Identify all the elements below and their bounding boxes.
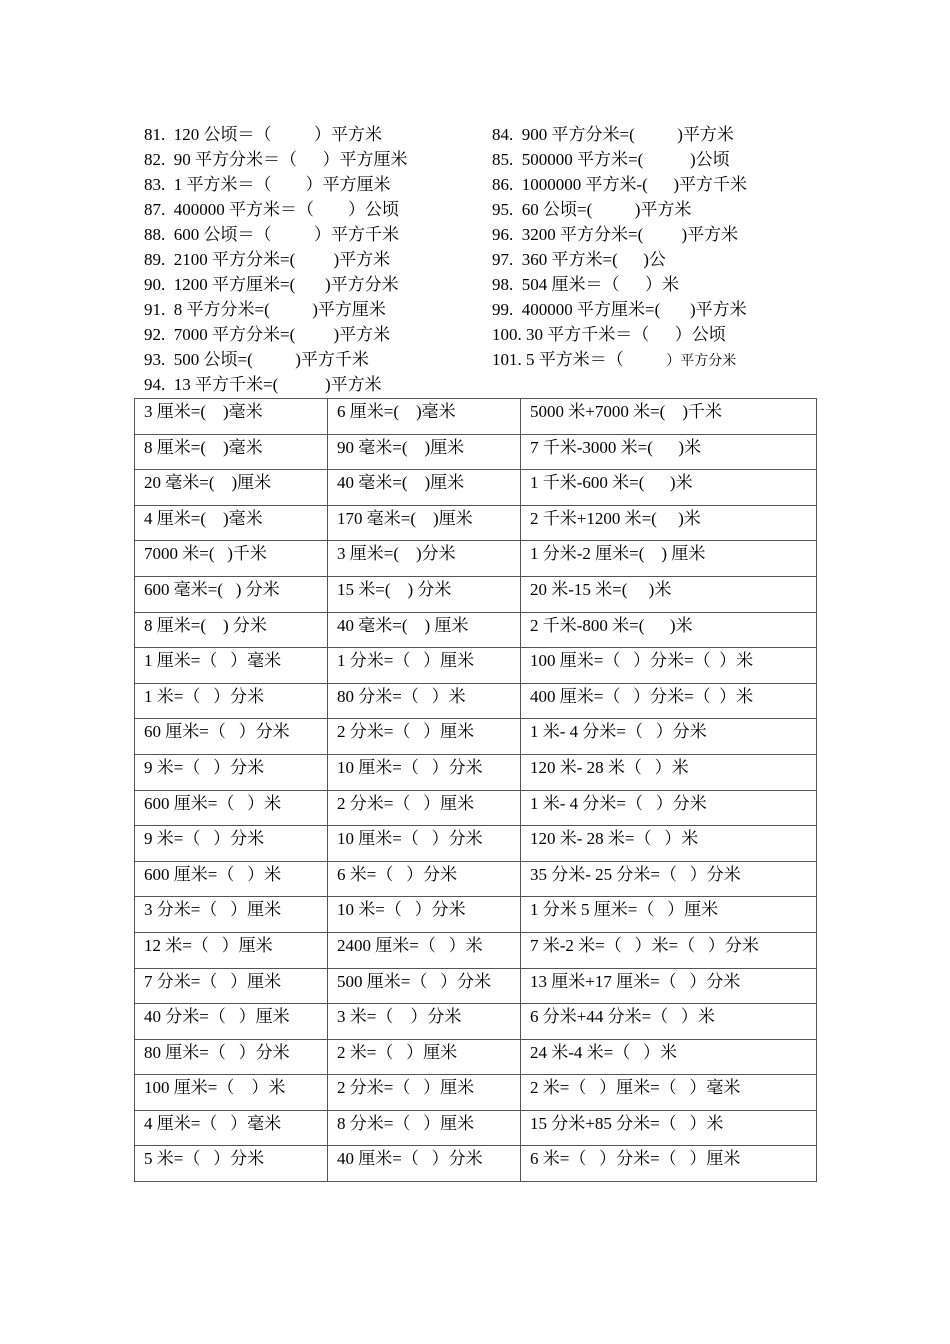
- table-cell: 35 分米- 25 分米=（ ）分米: [521, 861, 817, 897]
- table-cell: 10 米=（ ）分米: [328, 897, 521, 933]
- table-row: [135, 1146, 817, 1182]
- table-cell: 1 千米-600 米=( )米: [521, 470, 817, 506]
- problem-text: 101. 5 平方米＝（: [492, 350, 667, 369]
- table-cell: 600 厘米=（ ）米: [135, 861, 328, 897]
- table-row: [135, 826, 817, 862]
- table-cell: 1 米- 4 分米=（ ）分米: [521, 790, 817, 826]
- table-cell: 8 分米=（ ）厘米: [328, 1110, 521, 1146]
- table-row: [135, 1004, 817, 1040]
- table-cell: 2 分米=（ ）厘米: [328, 790, 521, 826]
- table-cell: 6 米=（ ）分米=（ ）厘米: [521, 1146, 817, 1182]
- table-row: [135, 399, 817, 435]
- table-row: [135, 1110, 817, 1146]
- table-row: [135, 505, 817, 541]
- table-cell: 80 厘米=（ ）分米: [135, 1039, 328, 1075]
- table-cell: 5000 米+7000 米=( )千米: [521, 399, 817, 435]
- table-row: [135, 683, 817, 719]
- table-cell: 40 分米=（ ）厘米: [135, 1004, 328, 1040]
- problem-item: 88. 600 公顷＝（ ）平方千米: [144, 225, 399, 244]
- problem-item: 90. 1200 平方厘米=( )平方分米: [144, 275, 399, 294]
- table-cell: 400 厘米=（ ）分米=（ ）米: [521, 683, 817, 719]
- table-cell: 3 厘米=( )分米: [328, 541, 521, 577]
- table-row: [135, 790, 817, 826]
- table-cell: 600 毫米=( ) 分米: [135, 576, 328, 612]
- problem-item: 86. 1000000 平方米-( )平方千米: [492, 175, 747, 194]
- table-cell: 10 厘米=（ ）分米: [328, 826, 521, 862]
- table-cell: 60 厘米=（ ）分米: [135, 719, 328, 755]
- problem-item: 84. 900 平方分米=( )平方米: [492, 125, 734, 144]
- table-cell: 5 米=（ ）分米: [135, 1146, 328, 1182]
- table-cell: 40 毫米=( ) 厘米: [328, 612, 521, 648]
- table-cell: 120 米- 28 米=（ ）米: [521, 826, 817, 862]
- table-row: [135, 719, 817, 755]
- table-cell: 6 厘米=( )毫米: [328, 399, 521, 435]
- table-row: [135, 470, 817, 506]
- table-row: [135, 576, 817, 612]
- table-cell: 12 米=（ ）厘米: [135, 932, 328, 968]
- problem-item: 98. 504 厘米＝（ ）米: [492, 275, 679, 294]
- table-row: [135, 861, 817, 897]
- table-cell: 170 毫米=( )厘米: [328, 505, 521, 541]
- table-cell: 80 分米=（ ）米: [328, 683, 521, 719]
- table-cell: 3 厘米=( )毫米: [135, 399, 328, 435]
- table-cell: 9 米=（ ）分米: [135, 826, 328, 862]
- table-cell: 90 毫米=( )厘米: [328, 434, 521, 470]
- problem-item: 92. 7000 平方分米=( )平方米: [144, 325, 391, 344]
- problem-item: [492, 349, 736, 373]
- table-cell: 100 厘米=（ ）米: [135, 1075, 328, 1111]
- table-cell: 20 米-15 米=( )米: [521, 576, 817, 612]
- table-cell: 15 分米+85 分米=（ ）米: [521, 1110, 817, 1146]
- table-cell: 2 千米+1200 米=( )米: [521, 505, 817, 541]
- table-cell: 1 厘米=（ ）毫米: [135, 648, 328, 684]
- table-row: [135, 932, 817, 968]
- problem-item: 82. 90 平方分米＝（ ）平方厘米: [144, 150, 408, 169]
- table-cell: 1 分米-2 厘米=( ) 厘米: [521, 541, 817, 577]
- table-cell: 120 米- 28 米（ ）米: [521, 754, 817, 790]
- table-cell: 2 米=（ ）厘米=（ ）毫米: [521, 1075, 817, 1111]
- table-cell: 1 分米=（ ）厘米: [328, 648, 521, 684]
- table-row: [135, 612, 817, 648]
- table-row: [135, 1075, 817, 1111]
- conversion-table-body: [135, 399, 817, 1182]
- table-cell: 13 厘米+17 厘米=（ ）分米: [521, 968, 817, 1004]
- problem-item: 97. 360 平方米=( )公: [492, 250, 666, 269]
- table-row: [135, 1039, 817, 1075]
- table-cell: 100 厘米=（ ）分米=（ ）米: [521, 648, 817, 684]
- problem-item: 96. 3200 平方分米=( )平方米: [492, 225, 739, 244]
- table-cell: 4 厘米=（ ）毫米: [135, 1110, 328, 1146]
- problem-item: 81. 120 公顷＝（ ）平方米: [144, 125, 382, 144]
- table-cell: 40 厘米=（ ）分米: [328, 1146, 521, 1182]
- table-cell: 15 米=( ) 分米: [328, 576, 521, 612]
- problem-unit: ）平方分米: [666, 354, 737, 369]
- table-cell: 7 分米=（ ）厘米: [135, 968, 328, 1004]
- problem-item: 99. 400000 平方厘米=( )平方米: [492, 300, 747, 319]
- table-cell: 9 米=（ ）分米: [135, 754, 328, 790]
- table-cell: 1 米=（ ）分米: [135, 683, 328, 719]
- table-cell: 1 分米 5 厘米=（ ）厘米: [521, 897, 817, 933]
- problem-item: 100. 30 平方千米＝（ ）公顷: [492, 325, 726, 344]
- table-cell: 3 米=（ ）分米: [328, 1004, 521, 1040]
- table-cell: 7 米-2 米=（ ）米=（ ）分米: [521, 932, 817, 968]
- table-cell: 1 米- 4 分米=（ ）分米: [521, 719, 817, 755]
- table-cell: 10 厘米=（ ）分米: [328, 754, 521, 790]
- conversion-table: [134, 398, 817, 1182]
- table-cell: 7 千米-3000 米=( )米: [521, 434, 817, 470]
- table-cell: 8 厘米=( ) 分米: [135, 612, 328, 648]
- table-cell: 3 分米=（ ）厘米: [135, 897, 328, 933]
- table-row: [135, 648, 817, 684]
- table-cell: 24 米-4 米=（ ）米: [521, 1039, 817, 1075]
- problem-item: 89. 2100 平方分米=( )平方米: [144, 250, 391, 269]
- table-cell: 20 毫米=( )厘米: [135, 470, 328, 506]
- table-cell: 2 千米-800 米=( )米: [521, 612, 817, 648]
- problem-item: 83. 1 平方米＝（ ）平方厘米: [144, 175, 391, 194]
- table-cell: 6 米=（ ）分米: [328, 861, 521, 897]
- table-cell: 2 分米=（ ）厘米: [328, 1075, 521, 1111]
- table-row: [135, 897, 817, 933]
- table-cell: 600 厘米=（ ）米: [135, 790, 328, 826]
- problem-item: 94. 13 平方千米=( )平方米: [144, 375, 382, 394]
- table-cell: 2 分米=（ ）厘米: [328, 719, 521, 755]
- table-cell: 8 厘米=( )毫米: [135, 434, 328, 470]
- table-row: [135, 434, 817, 470]
- table-cell: 7000 米=( )千米: [135, 541, 328, 577]
- table-row: [135, 541, 817, 577]
- problem-item: 85. 500000 平方米=( )公顷: [492, 150, 730, 169]
- table-row: [135, 968, 817, 1004]
- table-cell: 40 毫米=( )厘米: [328, 470, 521, 506]
- problem-item: 95. 60 公顷=( )平方米: [492, 200, 692, 219]
- problem-item: 87. 400000 平方米＝（ ）公顷: [144, 200, 399, 219]
- table-cell: 4 厘米=( )毫米: [135, 505, 328, 541]
- table-cell: 2 米=（ ）厘米: [328, 1039, 521, 1075]
- table-cell: 500 厘米=（ ）分米: [328, 968, 521, 1004]
- problem-item: 91. 8 平方分米=( )平方厘米: [144, 300, 386, 319]
- table-row: [135, 754, 817, 790]
- problem-item: 93. 500 公顷=( )平方千米: [144, 350, 369, 369]
- table-cell: 6 分米+44 分米=（ ）米: [521, 1004, 817, 1040]
- table-cell: 2400 厘米=（ ）米: [328, 932, 521, 968]
